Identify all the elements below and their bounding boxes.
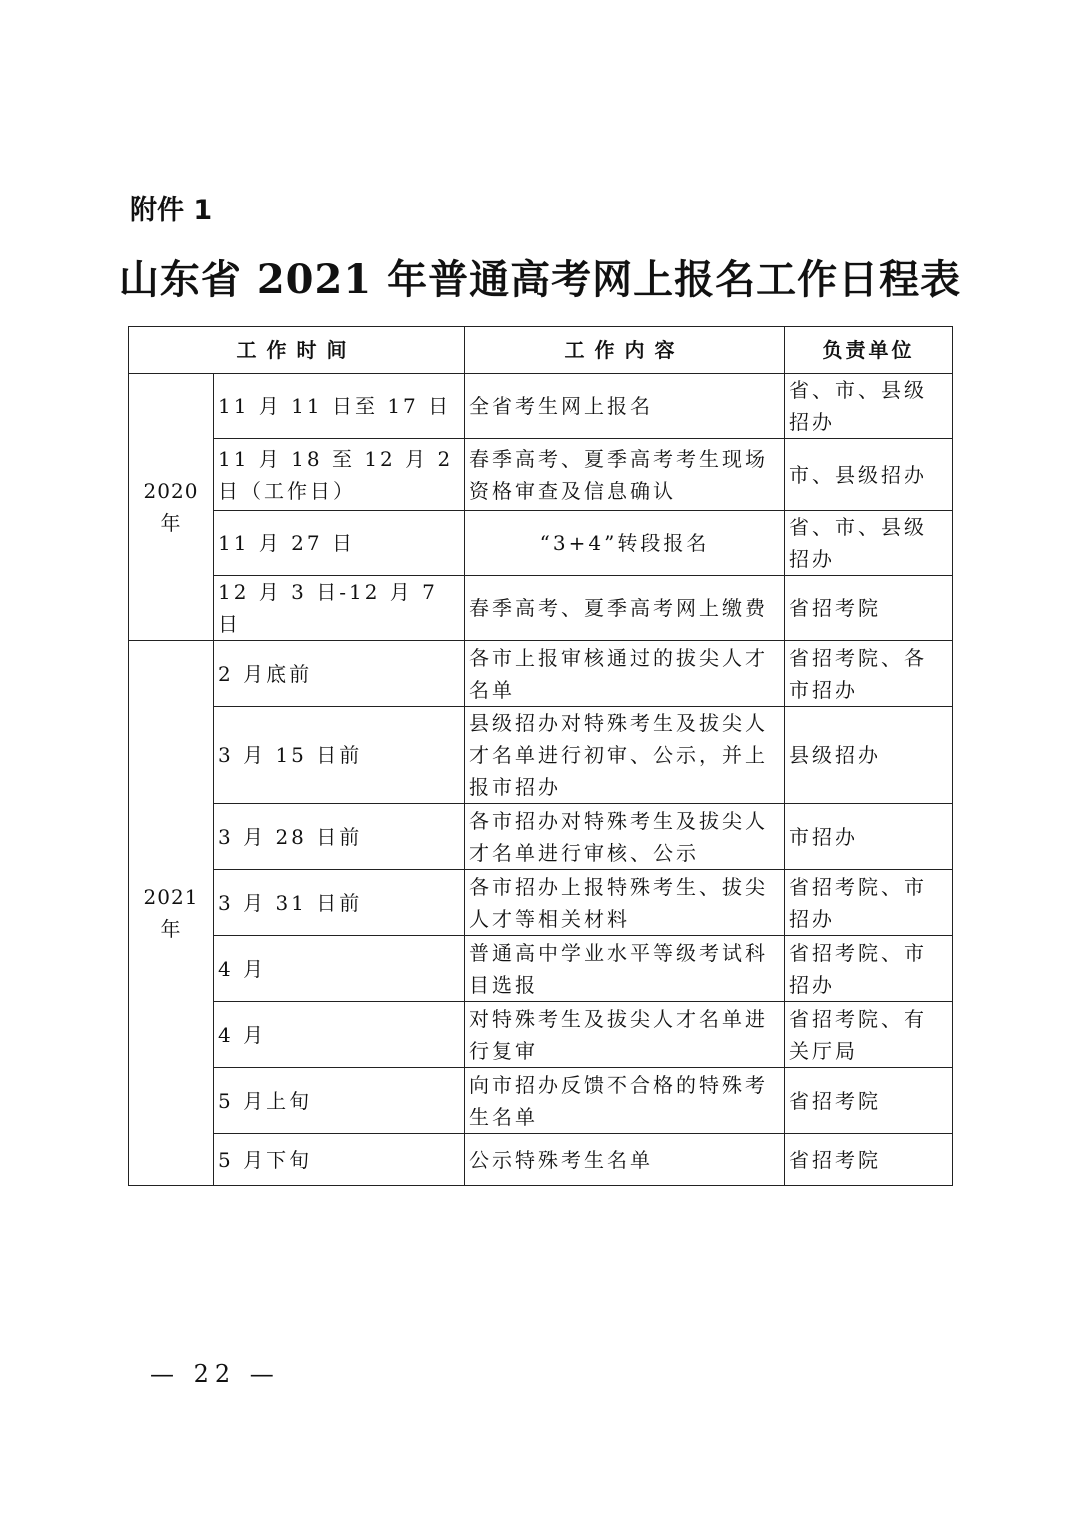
attachment-label: 附件 1 xyxy=(130,195,213,226)
table-row xyxy=(129,439,953,511)
year-cell: 2021 年 xyxy=(129,641,214,1186)
table-row xyxy=(129,641,953,707)
unit-cell: 省招考院 xyxy=(785,576,953,641)
page-number: — 22 — xyxy=(150,1360,280,1388)
date-cell: 3 月 15 日前 xyxy=(214,707,465,804)
table-row xyxy=(129,576,953,641)
date-cell: 5 月上旬 xyxy=(214,1068,465,1134)
unit-cell: 省招考院、有关厅局 xyxy=(785,1002,953,1068)
date-cell: 12 月 3 日-12 月 7 日 xyxy=(214,576,465,641)
date-cell: 3 月 28 日前 xyxy=(214,804,465,870)
table-header-row xyxy=(129,327,953,374)
content-cell: 普通高中学业水平等级考试科目选报 xyxy=(465,936,785,1002)
table-row xyxy=(129,1068,953,1134)
unit-cell: 省、市、县级招办 xyxy=(785,511,953,576)
table-row xyxy=(129,870,953,936)
unit-cell: 市、县级招办 xyxy=(785,439,953,511)
unit-cell: 省招考院、市招办 xyxy=(785,936,953,1002)
content-cell: 全省考生网上报名 xyxy=(465,374,785,439)
unit-cell: 省招考院、各市招办 xyxy=(785,641,953,707)
header-responsible-unit: 负责单位 xyxy=(785,327,953,374)
date-cell: 11 月 11 日至 17 日 xyxy=(214,374,465,439)
table-row xyxy=(129,804,953,870)
schedule-table xyxy=(128,326,953,1186)
unit-cell: 省、市、县级招办 xyxy=(785,374,953,439)
content-cell: 向市招办反馈不合格的特殊考生名单 xyxy=(465,1068,785,1134)
unit-cell: 县级招办 xyxy=(785,707,953,804)
content-cell: 各市上报审核通过的拔尖人才名单 xyxy=(465,641,785,707)
content-cell: 对特殊考生及拔尖人才名单进行复审 xyxy=(465,1002,785,1068)
unit-cell: 省招考院、市招办 xyxy=(785,870,953,936)
content-cell: 春季高考、夏季高考考生现场资格审查及信息确认 xyxy=(465,439,785,511)
content-cell: 各市招办上报特殊考生、拔尖人才等相关材料 xyxy=(465,870,785,936)
unit-cell: 市招办 xyxy=(785,804,953,870)
table-row xyxy=(129,936,953,1002)
table-row xyxy=(129,1134,953,1186)
unit-cell: 省招考院 xyxy=(785,1068,953,1134)
year-cell: 2020 年 xyxy=(129,374,214,641)
content-cell: 春季高考、夏季高考网上缴费 xyxy=(465,576,785,641)
header-work-content: 工作内容 xyxy=(465,327,785,374)
table-row xyxy=(129,707,953,804)
content-cell: “3+4”转段报名 xyxy=(465,511,785,576)
content-cell: 各市招办对特殊考生及拔尖人才名单进行审核、公示 xyxy=(465,804,785,870)
date-cell: 11 月 27 日 xyxy=(214,511,465,576)
table-row xyxy=(129,1002,953,1068)
document-title: 山东省 2021 年普通高考网上报名工作日程表 xyxy=(118,256,962,303)
date-cell: 4 月 xyxy=(214,1002,465,1068)
content-cell: 公示特殊考生名单 xyxy=(465,1134,785,1186)
date-cell: 11 月 18 至 12 月 2 日（工作日） xyxy=(214,439,465,511)
unit-cell: 省招考院 xyxy=(785,1134,953,1186)
date-cell: 4 月 xyxy=(214,936,465,1002)
table-row xyxy=(129,374,953,439)
header-work-time: 工作时间 xyxy=(129,327,465,374)
date-cell: 2 月底前 xyxy=(214,641,465,707)
table-row xyxy=(129,511,953,576)
date-cell: 3 月 31 日前 xyxy=(214,870,465,936)
date-cell: 5 月下旬 xyxy=(214,1134,465,1186)
content-cell: 县级招办对特殊考生及拔尖人才名单进行初审、公示，并上报市招办 xyxy=(465,707,785,804)
